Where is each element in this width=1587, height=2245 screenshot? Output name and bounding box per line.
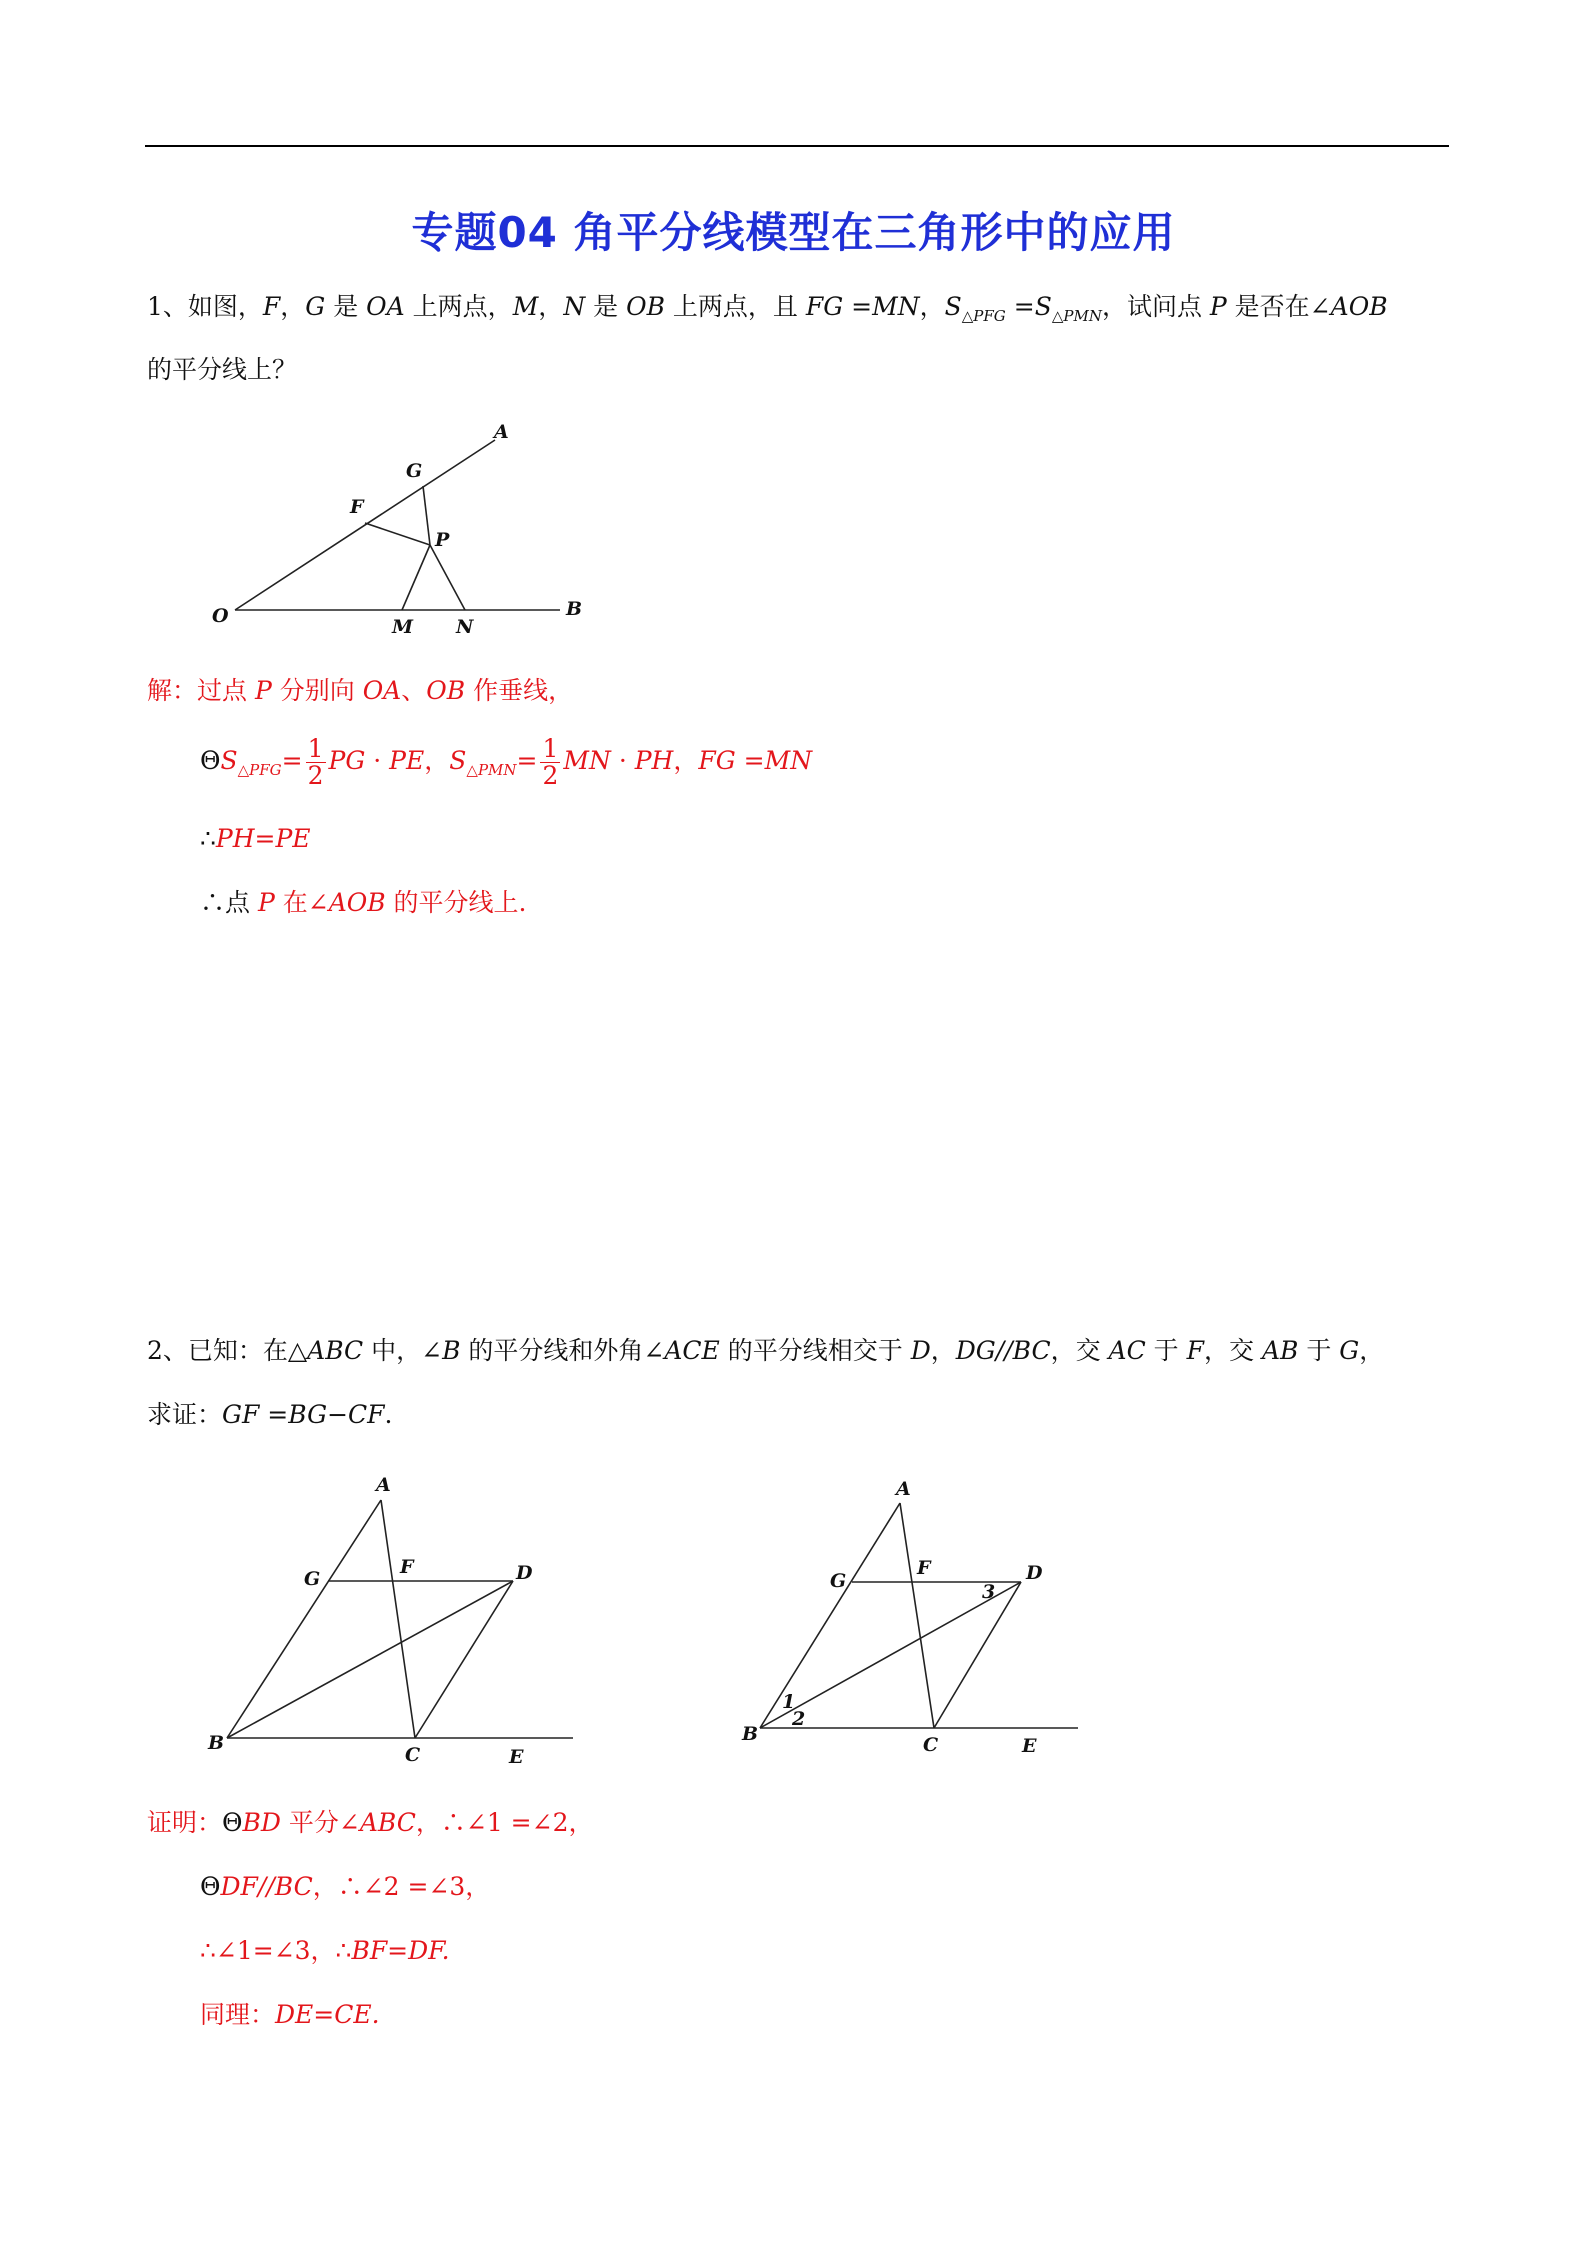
label-a: A: [376, 1474, 391, 1496]
label-o: O: [212, 605, 229, 627]
figure-1: [200, 410, 600, 650]
label-m: M: [392, 616, 414, 638]
fraction-half-2: $\frac{1}{2}$: [542, 734, 559, 790]
label-c: C: [923, 1734, 939, 1756]
sol2-line4: 同理：DE=CE.: [200, 2000, 380, 2029]
segment-cd: [415, 1581, 513, 1738]
label-d: D: [1026, 1562, 1043, 1584]
sol1-step1: $\Theta S_{\triangle PFG}=$ $\frac{1}{2}$ PG · PE，$S_{\triangle PMN}=$ $\frac{1}{2}$ MN · PH，FG =MN: [200, 734, 813, 790]
angle-label-1: 1: [782, 1691, 796, 1713]
page-title: 专题04 角平分线模型在三角形中的应用: [411, 208, 1176, 257]
label-e: E: [1022, 1735, 1037, 1757]
label-g: G: [406, 460, 423, 482]
sol1-conclusion2: ∴点 P 在∠AOB 的平分线上.: [200, 888, 527, 917]
q2-line1: 2、已知：在△ABC 中，∠B 的平分线和外角∠ACE 的平分线相交于 D，DG//BC，交 AC 于 F，交 AB 于 G，: [147, 1336, 1385, 1365]
segment-ac: [381, 1500, 415, 1738]
q2-line2: 求证：GF =BG−CF.: [147, 1400, 393, 1429]
segment-pn: [430, 545, 465, 610]
label-d: D: [516, 1562, 533, 1584]
fraction-half: $\frac{1}{2}$: [307, 734, 324, 790]
segment-cd: [934, 1582, 1021, 1728]
header-rule: [145, 145, 1449, 147]
figure-2b: [730, 1470, 1090, 1770]
segment-bd: [227, 1581, 513, 1738]
label-g: G: [830, 1570, 847, 1592]
segment-fp: [365, 523, 430, 545]
figure-2a: [200, 1460, 600, 1780]
label-f: F: [350, 496, 364, 518]
label-b: B: [208, 1732, 225, 1754]
label-b: B: [566, 598, 583, 620]
label-c: C: [405, 1744, 421, 1766]
sol2-line1: 证明：ΘBD 平分∠ABC，∴∠1 =∠2，: [147, 1808, 594, 1837]
sol2-line2: ΘDF//BC，∴∠2 =∠3，: [200, 1872, 491, 1901]
ray-oa: [235, 440, 495, 610]
label-b: B: [742, 1723, 759, 1745]
segment-gp: [423, 486, 430, 545]
segment-ba: [227, 1500, 381, 1738]
label-g: G: [304, 1568, 321, 1590]
label-a: A: [494, 421, 509, 443]
segment-ba: [760, 1503, 900, 1728]
label-a: A: [896, 1478, 911, 1500]
angle-label-2: 2: [792, 1708, 806, 1730]
angle-label-3: 3: [982, 1581, 996, 1603]
segment-ac: [900, 1503, 934, 1728]
sol1-conclusion1: ∴PH=PE: [200, 824, 311, 853]
q1-line1: 1、如图，F，G 是 OA 上两点，M，N 是 OB 上两点，且 FG =MN，$S_{\triangle PFG} =S_{\triangle PMN}$，试问点 P 是否在∠AOB: [147, 292, 1388, 325]
segment-pm: [402, 545, 430, 610]
sol1-intro: 解：过点 P 分别向 OA、OB 作垂线，: [147, 676, 574, 705]
label-n: N: [456, 616, 474, 638]
q1-line2: 的平分线上？: [147, 355, 298, 384]
label-f: F: [917, 1557, 931, 1579]
segment-bd: [760, 1582, 1021, 1728]
sol2-line3: ∴∠1=∠3，∴BF=DF.: [200, 1936, 450, 1965]
label-p: P: [435, 529, 450, 551]
label-e: E: [509, 1746, 524, 1768]
label-f: F: [400, 1556, 414, 1578]
